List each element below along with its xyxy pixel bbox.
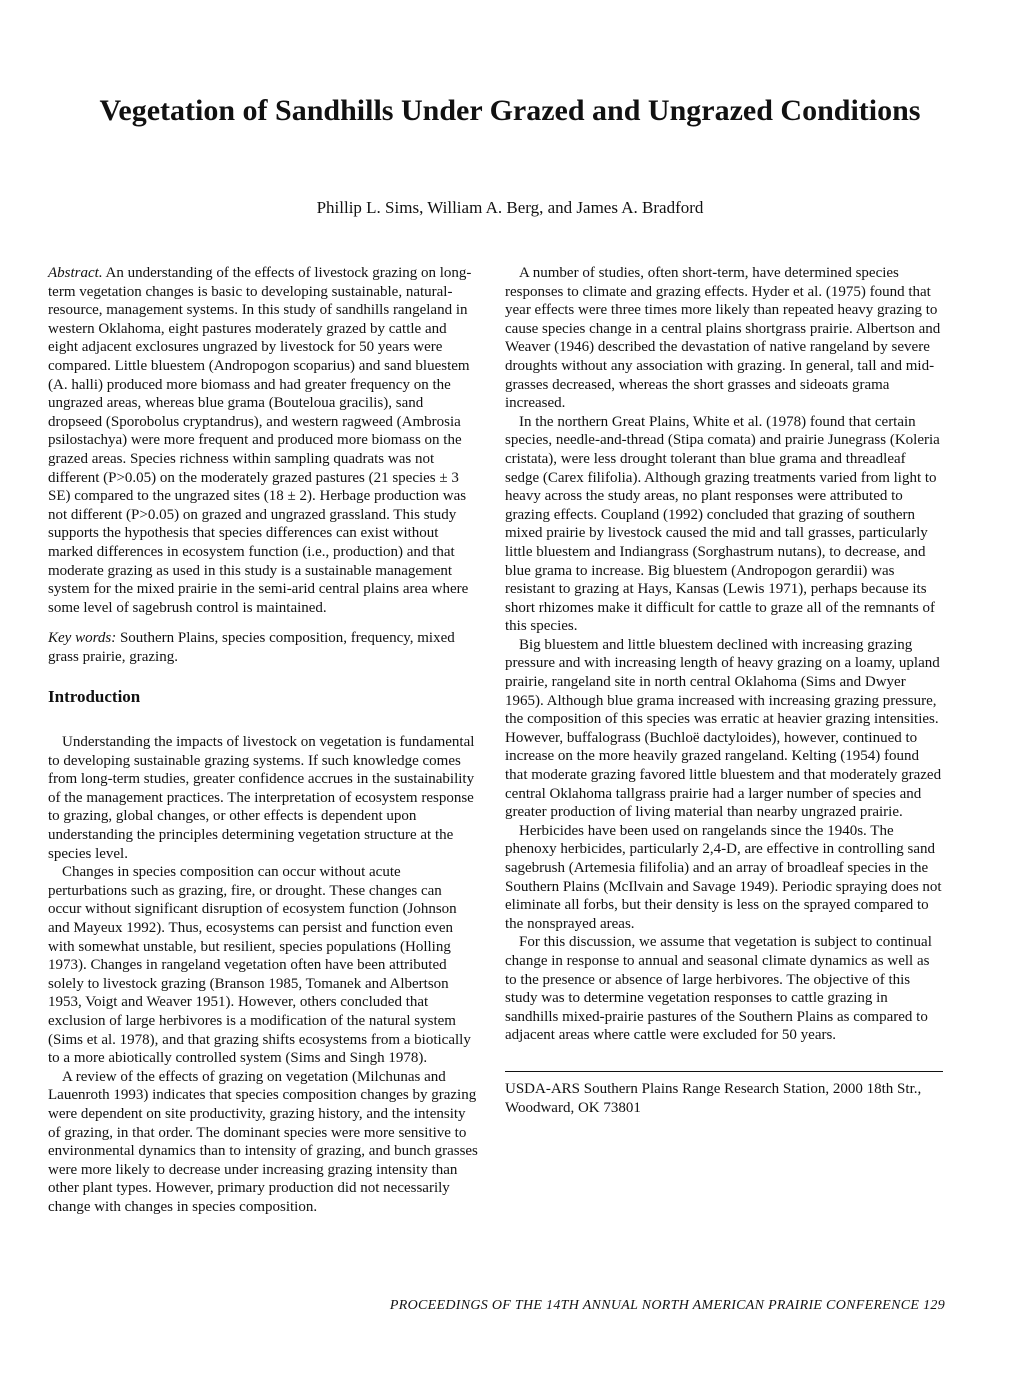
proceedings-title: PROCEEDINGS OF THE 14TH ANNUAL NORTH AMERICAN PRAIRIE CONFERENCE xyxy=(389,1298,920,1313)
keywords-text: Southern Plains, species composition, frequency, mixed grass prairie, grazing. xyxy=(48,630,455,665)
abstract xyxy=(48,264,478,617)
page-number: 129 xyxy=(923,1298,945,1313)
intro-paragraph: For this discussion, we assume that vegetation is subject to continual change in response to annual and seasonal climate dynamics as well as to the presence or absence of large herbivores. The objective of this study was to determine vegetation responses to cattle grazing in sandhills mixed-prairie pastures of the Southern Plains as compared to adjacent areas where cattle were excluded for 50 years. xyxy=(505,934,932,1044)
page-footer xyxy=(60,1298,945,1314)
intro-paragraph: Changes in species composition can occur without acute perturbations such as grazing, fire, or drought. These changes can occur without significant disruption of ecosystem function (Johnson and Mayeux 1992). Thus, ecosystems can persist and function even with somewhat unstable, but resilient, species populations (Holling 1973). Changes in rangeland vegetation often have been attributed solely to livestock grazing (Branson 1985, Tomanek and Albertson 1953, Voigt and Weaver 1951). However, others concluded that exclusion of large herbivores is a modification of the natural system (Sims et al. 1978), and that grazing shifts ecosystems from a biotically to a more abiotically controlled system (Sims and Singh 1978). xyxy=(48,864,471,1067)
introduction-heading: Introduction xyxy=(48,687,141,707)
abstract-label: Abstract. xyxy=(48,265,103,281)
author-affiliation: USDA-ARS Southern Plains Range Research Station, 2000 18th Str., Woodward, OK 73801 xyxy=(505,1080,922,1116)
intro-paragraph: A number of studies, often short-term, have determined species responses to climate and grazing effects. Hyder et al. (1975) found that year effects were three times more likely than repeated heavy grazing to cause species change in a central plains shortgrass prairie. Albertson and Weaver (1946) described the devastation of native rangeland by severe droughts without any association with grazing. In general, tall and mid-grasses decreased, whereas the short grasses and sideoats grama increased. xyxy=(505,265,941,412)
intro-paragraph: Big bluestem and little bluestem declined with increasing grazing pressure and with increasing length of heavy grazing on a loamy, upland prairie, rangeland site in north central Oklahoma (Sims and Dwyer 1965). Although blue grama increased with increasing grazing pressure, the composition of this species was erratic at heavier grazing intensities. However, buffalograss (Buchloë dactyloides), however, continued to increase on the more heavily grazed rangeland. Kelting (1954) found that moderate grazing favored little bluestem and that moderately grazed central Oklahoma tallgrass prairie had a larger number of species and greater production of living material than nearby ungrazed prairie. xyxy=(505,636,942,821)
right-column xyxy=(505,264,943,1117)
abstract-text: An understanding of the effects of livestock grazing on long-term vegetation changes is basic to developing sustainable, natural-resource, management systems. In this study of sandhills rangeland in western Oklahoma, eight pastures moderately grazed by cattle and eight adjacent exclosures ungrazed by livestock for 50 years were compared. Little bluestem (Andropogon scoparius) and sand bluestem (A. halli) produced more biomass and had greater frequency on the ungrazed areas, whereas blue grama (Bouteloua gracilis), sand dropseed (Sporobolus cryptandrus), and western ragweed (Ambrosia psilostachya) were more frequent and produced more biomass on the grazed areas. Species richness within sampling quadrats was not different (P>0.05) on the moderately grazed pastures (21 species ± 3 SE) compared to the ungrazed sites (18 ± 2). Herbage production was not different (P>0.05) on grazed and ungrazed grassland. This study supports the hypothesis that species differences can exist without marked differences in ecosystem function (i.e., production) and that moderate grazing as used in this study is a sustainable management system for the mixed prairie in the semi-arid central plains area where some level of sagebrush control is maintained. xyxy=(48,265,472,616)
keywords-label: Key words: xyxy=(48,630,117,647)
left-column xyxy=(48,264,478,1217)
paper-title: Vegetation of Sandhills Under Grazed and Ungrazed Conditions xyxy=(99,94,921,127)
intro-paragraph: In the northern Great Plains, White et al. (1978) found that certain species, needle-and-thread (Stipa comata) and prairie Junegrass (Koleria cristata), were less drought tolerant than blue grama and threadleaf sedge (Carex filifolia). Although grazing treatments varied from light to heavy across the study areas, no plant responses were attributed to grazing effects. Coupland (1992) concluded that grazing of southern mixed prairie by livestock caused the mid and tall grasses, particularly little bluestem and Indiangrass (Sorghastrum nutans), to decrease, and blue grama to increase. Big bluestem (Andropogon gerardii) was resistant to grazing at Hays, Kansas (Lewis 1971), perhaps because its short rhizomes make it difficult for cattle to graze all of the remnants of this species. xyxy=(505,413,940,635)
footnote-divider xyxy=(505,1071,943,1072)
keywords xyxy=(48,629,478,666)
intro-paragraph: Herbicides have been used on rangelands since the 1940s. The phenoxy herbicides, particularly 2,4-D, are effective in controlling sand sagebrush (Artemesia filifolia) and an array of broadleaf species in the Southern Plains (McIlvain and Savage 1949). Periodic spraying does not eliminate all forbs, but their density is less on the sprayed compared to the nonsprayed areas. xyxy=(505,822,942,932)
intro-paragraph: Understanding the impacts of livestock on vegetation is fundamental to developing sustainable grazing systems. If such knowledge comes from long-term studies, greater confidence accrues in the sustainability of the management practices. The interpretation of ecosystem response to grazing, global changes, or other effects is dependent upon understanding the principles determining vegetation structure at the species level. xyxy=(48,734,475,862)
intro-paragraph: A review of the effects of grazing on vegetation (Milchunas and Lauenroth 1993) indicates that species composition changes by grazing were dependent on site productivity, grazing history, and the intensity of grazing, in that order. The dominant species were more sensitive to environmental dynamics than to intensity of grazing, and bunch grasses were more likely to decrease under increasing grazing intensity than other plant types. However, primary production did not necessarily change with changes in species composition. xyxy=(48,1068,478,1215)
author-list: Phillip L. Sims, William A. Berg, and James A. Bradford xyxy=(316,198,704,217)
